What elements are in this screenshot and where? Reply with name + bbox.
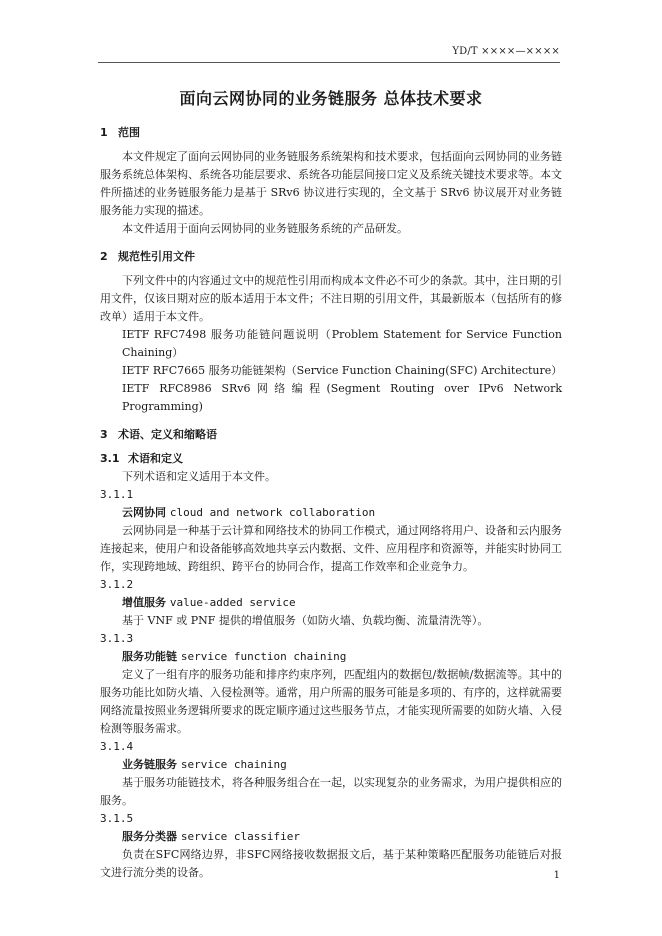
page-number: 1 [553, 870, 560, 881]
term-name-cn: 服务分类器 [122, 830, 177, 843]
term-name-cn: 增值服务 [122, 596, 166, 609]
header-rule [98, 62, 560, 63]
term-name [100, 504, 562, 522]
reference-item: IETF RFC7498 服务功能链问题说明（Problem Statement for Service Function Chaining） [122, 328, 562, 359]
term-name-cn: 服务功能链 [122, 650, 177, 663]
term-definition: 基于服务功能链技术，将各种服务组合在一起，以实现复杂的业务需求，为用户提供相应的服务。 [100, 776, 562, 807]
term-name-en: value-added service [169, 596, 296, 609]
term-name [100, 594, 562, 612]
subsection-heading [100, 450, 562, 468]
term-name-en: service chaining [180, 758, 287, 771]
section-title: 术语、定义和缩略语 [118, 428, 217, 441]
section-3-heading [100, 426, 562, 444]
term-definition: 云网协同是一种基于云计算和网络技术的协同工作模式，通过网络将用户、设备和云内服务连接起来，使用户和设备能够高效地共享云内数据、文件、应用程序和资源等，并能实时协同工作，实现跨地域、跨组织、跨平台的协同合作，提高工作效率和企业竞争力。 [100, 524, 562, 573]
section-number: 1 [100, 126, 108, 139]
term-name-cn: 云网协同 [122, 506, 166, 519]
subsection-number: 3.1 [100, 452, 120, 465]
paragraph: 本文件规定了面向云网协同的业务链服务系统架构和技术要求，包括面向云网协同的业务链服务系统总体架构、系统各功能层要求、系统各功能层间接口定义及系统关键技术要求等。本文件所描述的业务链服务能力是基于 SRv6 协议进行实现的，全文基于 SRv6 协议展开对业务链服务能力实现的描述。 [100, 150, 562, 217]
paragraph: 本文件适用于面向云网协同的业务链服务系统的产品研发。 [122, 222, 408, 235]
subsection-title: 术语和定义 [128, 452, 183, 465]
term-definition: 基于 VNF 或 PNF 提供的增值服务（如防火墙、负载均衡、流量清洗等）。 [122, 614, 489, 627]
section-1-heading [100, 124, 562, 142]
term-number: 3.1.5 [100, 812, 134, 825]
reference-item: IETF RFC7665 服务功能链架构（Service Function Chaining(SFC) Architecture） [122, 364, 563, 377]
term-name-en: cloud and network collaboration [169, 506, 376, 519]
section-number: 3 [100, 428, 108, 441]
term-number: 3.1.4 [100, 740, 134, 753]
term-definition: 负责在SFC网络边界，非SFC网络接收数据报文后，基于某种策略匹配服务功能链后对报文进行流分类的设备。 [100, 848, 562, 879]
term-name [100, 756, 562, 774]
section-title: 规范性引用文件 [118, 250, 195, 263]
document-title: 面向云网协同的业务链服务 总体技术要求 [179, 89, 483, 108]
paragraph: 下列文件中的内容通过文中的规范性引用而构成本文件必不可少的条款。其中，注日期的引用文件，仅该日期对应的版本适用于本文件；不注日期的引用文件，其最新版本（包括所有的修改单）适用于本文件。 [100, 274, 562, 323]
paragraph: 下列术语和定义适用于本文件。 [122, 470, 276, 483]
term-name-en: service function chaining [180, 650, 347, 663]
term-number: 3.1.3 [100, 632, 134, 645]
document-body [100, 124, 562, 882]
reference-item: IETF RFC8986 SRv6网络编程(Segment Routing over IPv6 Network Programming) [122, 382, 562, 413]
section-number: 2 [100, 250, 108, 263]
term-number: 3.1.1 [100, 488, 134, 501]
term-name-en: service classifier [180, 830, 301, 843]
section-2-heading [100, 248, 562, 266]
term-name [100, 828, 562, 846]
term-name [100, 648, 562, 666]
term-name-cn: 业务链服务 [122, 758, 177, 771]
term-definition: 定义了一组有序的服务功能和排序约束序列，匹配组内的数据包/数据帧/数据流等。其中的服务功能比如防火墙、入侵检测等。通常，用户所需的服务可能是多项的、有序的，这样就需要网络流量按照业务逻辑所要求的既定顺序通过这些服务节点，才能实现所需要的如防火墙、入侵检测等服务需求。 [100, 668, 562, 735]
standard-code: YD/T ××××—×××× [452, 46, 560, 57]
section-title: 范围 [118, 126, 140, 139]
term-number: 3.1.2 [100, 578, 134, 591]
